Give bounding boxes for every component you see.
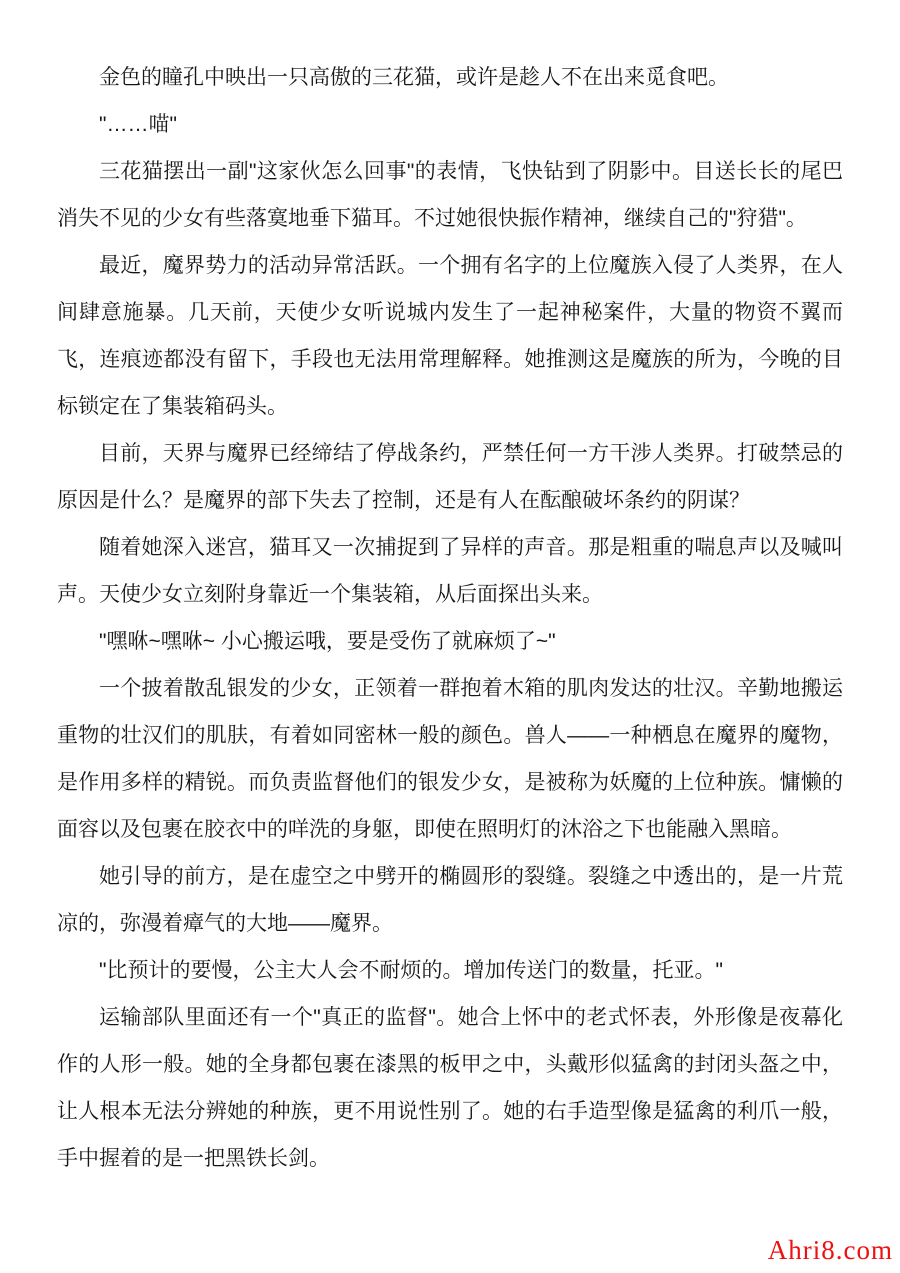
text-line: 她引导的前方，是在虚空之中劈开的椭圆形的裂缝。裂缝之中透出的，是一片荒: [99, 865, 843, 888]
text-line: 手中握着的是一把黑铁长剑。: [57, 1147, 330, 1170]
text-line: 面容以及包裹在胶衣中的咩洗的身躯，即使在照明灯的沐浴之下也能融入黑暗。: [57, 818, 792, 841]
text-line: "……喵": [99, 113, 177, 136]
text-line: 一个披着散乱银发的少女，正领着一群抱着木箱的肌肉发达的壮汉。辛勤地搬运: [99, 677, 843, 700]
text-line: 间肆意施暴。几天前，天使少女听说城内发生了一起神秘案件，大量的物资不翼而: [57, 301, 843, 324]
text-line: 是作用多样的精锐。而负责监督他们的银发少女，是被称为妖魔的上位种族。慵懒的: [57, 771, 843, 794]
text-line: "比预计的要慢，公主大人会不耐烦的。增加传送门的数量，托亚。": [99, 959, 723, 982]
text-line: 标锁定在了集装箱码头。: [57, 395, 288, 418]
text-line: 飞，连痕迹都没有留下，手段也无法用常理解释。她推测这是魔族的所为，今晚的目: [57, 348, 843, 371]
text-line: 目前，天界与魔界已经缔结了停战条约，严禁任何一方干涉人类界。打破禁忌的: [99, 442, 843, 465]
site-watermark: Ahri8.com: [767, 1235, 893, 1265]
text-line: 让人根本无法分辨她的种族，更不用说性别了。她的右手造型像是猛禽的利爪一般，: [57, 1100, 843, 1123]
text-line: 运输部队里面还有一个"真正的监督"。她合上怀中的老式怀表，外形像是夜幕化: [99, 1006, 843, 1029]
text-line: 原因是什么？是魔界的部下失去了控制，还是有人在酝酿破坏条约的阴谋？: [57, 489, 750, 512]
text-line: 金色的瞳孔中映出一只高傲的三花猫，或许是趁人不在出来觅食吧。: [99, 66, 729, 89]
text-line: 声。天使少女立刻附身靠近一个集装箱，从后面探出头来。: [57, 583, 603, 606]
text-line: 作的人形一般。她的全身都包裹在漆黑的板甲之中，头戴形似猛禽的封闭头盔之中，: [57, 1053, 843, 1076]
text-line: 重物的壮汉们的肌肤，有着如同密林一般的颜色。兽人——一种栖息在魔界的魔物，: [57, 724, 843, 747]
document-body: [57, 54, 843, 1182]
text-line: 随着她深入迷宫，猫耳又一次捕捉到了异样的声音。那是粗重的喘息声以及喊叫: [99, 536, 843, 559]
text-line: 最近，魔界势力的活动异常活跃。一个拥有名字的上位魔族入侵了人类界，在人: [99, 254, 843, 277]
text-line: 三花猫摆出一副"这家伙怎么回事"的表情，飞快钻到了阴影中。目送长长的尾巴: [99, 160, 843, 183]
text-line: "嘿咻~嘿咻~ 小心搬运哦，要是受伤了就麻烦了~": [99, 630, 556, 653]
text-line: 凉的，弥漫着瘴气的大地——魔界。: [57, 912, 393, 935]
text-line: 消失不见的少女有些落寞地垂下猫耳。不过她很快振作精神，继续自己的"狩猎"。: [57, 207, 807, 230]
